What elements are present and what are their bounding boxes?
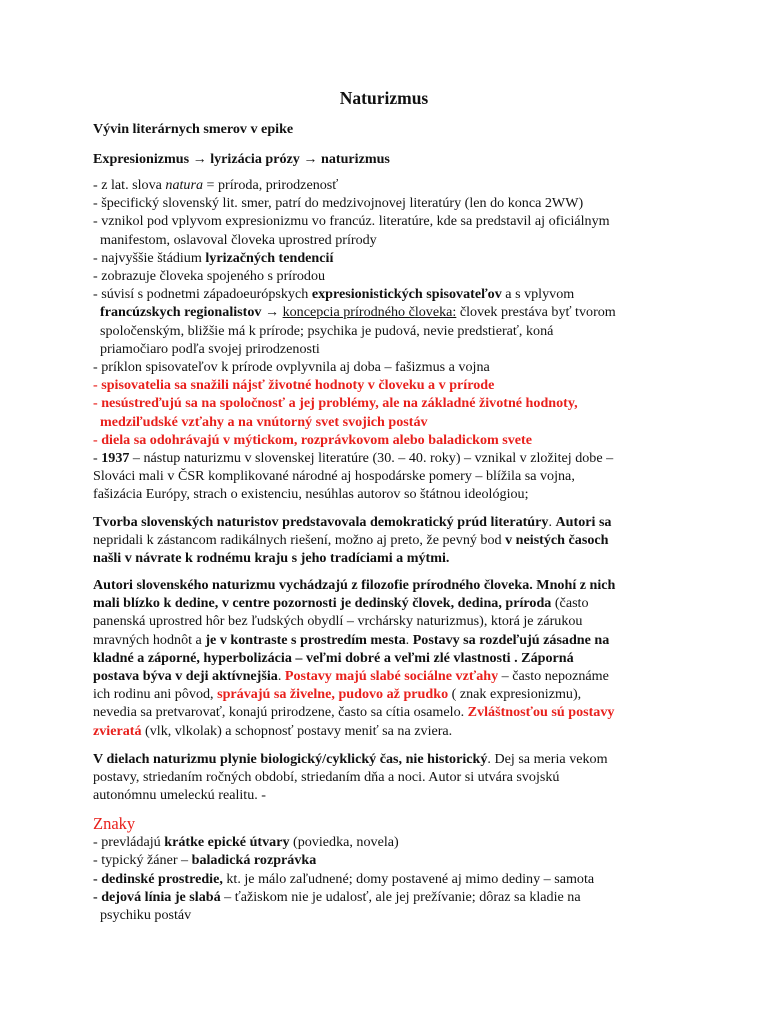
list-item-continuation: manifestom, oslavoval človeka uprostred prírody xyxy=(100,231,377,248)
list-item: - prevládajú krátke epické útvary (poviedka, novela) xyxy=(93,834,399,851)
list-item: - špecifický slovenský lit. smer, patrí do medzivojnovej literatúry (len do konca 2WW) xyxy=(93,195,584,212)
list-item: - súvisí s podnetmi západoeurópskych expresionistických spisovateľov a s vplyvom xyxy=(93,286,575,303)
list-item-continuation: psychiku postáv xyxy=(100,907,192,924)
znaky-section xyxy=(93,815,683,924)
list-item-continuation: Slováci mali v ČSR komplikované národné aj hospodárske pomery – blížila sa vojna, xyxy=(93,468,575,485)
list-item-highlight-continuation: medziľudské vzťahy a na vnútorný svet svojich postáv xyxy=(100,413,428,430)
list-item: - typický žáner – baladická rozprávka xyxy=(93,852,317,869)
list-item-highlight: - spisovatelia sa snažili nájsť životné hodnoty v človeku a v prírode xyxy=(93,377,495,394)
chain-naturizmus: naturizmus xyxy=(321,151,390,168)
znaky-heading: Znaky xyxy=(93,814,136,833)
arrow-icon: → xyxy=(303,151,318,168)
list-item: - dejová línia je slabá – ťažiskom nie je udalosť, ale jej prežívanie; dôraz sa kladie na xyxy=(93,888,581,905)
list-item-highlight: - diela sa odohrávajú v mýtickom, rozprávkovom alebo baladickom svete xyxy=(93,431,532,448)
arrow-icon: → xyxy=(261,304,283,321)
list-item: - najvyššie štádium lyrizačných tendencií xyxy=(93,249,334,266)
list-item: - dedinské prostredie, kt. je málo zaľudnené; domy postavené aj mimo dediny – samota xyxy=(93,870,595,887)
development-chain xyxy=(93,150,683,168)
paragraph-tvorba: Tvorba slovenských naturistov predstavovala demokratický prúd literatúry. Autori sa nepridali k zástancom radikálnych riešení, možno aj preto, že pevný bod v neistých časoch našli v návrate k rodnému kraju s jeho tradíciami a mýtmi. xyxy=(93,514,612,567)
characteristics-list xyxy=(93,176,683,504)
paragraph-autori: Autori slovenského naturizmu vychádzajú z filozofie prírodného človeka. Mnohí z nich mali blízko k dedine, v centre pozornosti je dedinský človek, dedina, príroda (často panenská uprostred hôr bez ľudských obydlí – vrchársky naturizmus), ktorá je zárukou mravných hodnôt a je v kontraste s prostredím mesta. Postavy sa rozdeľujú zásadne na kladné a záporné, hyperbolizácia – veľmi dobré a veľmi zlé vlastnosti . Záporná postava býva v deji aktívnejšia. Postavy majú slabé sociálne vzťahy – často nepoznáme ich rodinu ani pôvod, správajú sa živelne, pudovo až prudko ( znak expresionizmu), nevedia sa pretvarovať, konajú prirodzene, často sa cítia osamelo. Zvláštnosťou sú postavy zvieratá (vlk, vlkolak) a schopnosť postavy meniť sa na zviera. xyxy=(93,577,616,739)
list-item-continuation: priamočiaro podľa svojej prirodzenosti xyxy=(100,340,320,357)
chain-lyrizacia: lyrizácia prózy xyxy=(210,151,304,168)
list-item: - príklon spisovateľov k prírode ovplyvnila aj doba – fašizmus a vojna xyxy=(93,359,490,376)
list-item: - zobrazuje človeka spojeného s prírodou xyxy=(93,268,326,285)
list-item: - z lat. slova natura = príroda, prirodzenosť xyxy=(93,177,339,193)
paragraph-cas: V dielach naturizmu plynie biologický/cyklický čas, nie historický. Dej sa meria vekom postavy, striedaním ročných období, striedaním dňa a noci. Autor si utvára svojskú autonómnu umeleckú realitu. - xyxy=(93,751,608,804)
list-item-continuation: francúzskych regionalistov → koncepcia prírodného človeka: človek prestáva byť tvorom xyxy=(100,304,616,321)
arrow-icon: → xyxy=(192,151,207,168)
chain-expresionizmus: Expresionizmus xyxy=(93,151,193,168)
section-subtitle: Vývin literárnych smerov v epike xyxy=(93,121,294,137)
list-item-continuation: fašizácia Európy, strach o existenciu, nesúhlas autorov so štátnou ideológiou; xyxy=(93,486,529,503)
list-item: - 1937 – nástup naturizmu v slovenskej literatúre (30. – 40. roky) – vznikal v zložitej dobe – xyxy=(93,450,614,467)
list-item-highlight: - nesústreďujú sa na spoločnosť a jej problémy, ale na základné životné hodnoty, xyxy=(93,395,578,412)
document-title: Naturizmus xyxy=(339,88,429,108)
intro-block xyxy=(93,120,683,168)
list-item-continuation: spoločenským, bližšie má k prírode; psychika je pudová, nevie predstierať, koná xyxy=(100,322,554,339)
list-item: - vznikol pod vplyvom expresionizmu vo francúz. literatúre, kde sa predstavil aj oficiálnym xyxy=(93,213,610,230)
